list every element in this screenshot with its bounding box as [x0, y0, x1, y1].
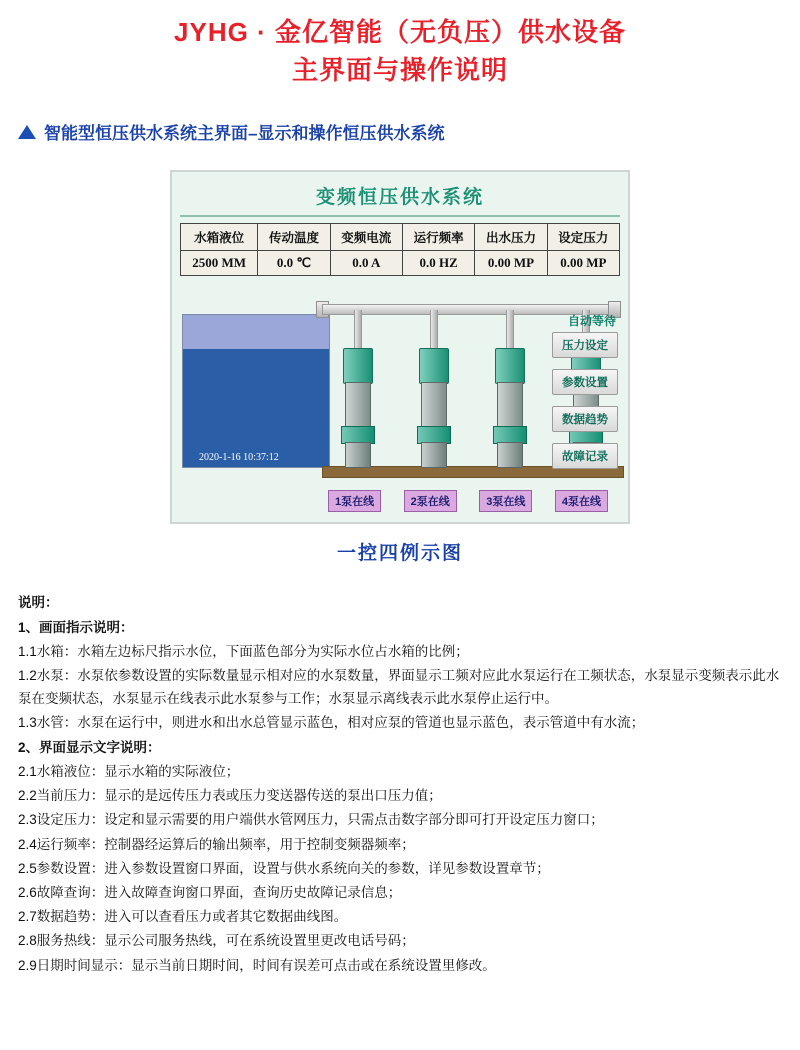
explanation-item: 2.2当前压力：显示的是远传压力表或压力变送器传送的泵出口压力值；	[18, 788, 442, 804]
explanation-item: 2.4运行频率：控制器经运算后的输出频率，用于控制变频器频率；	[18, 836, 415, 852]
parameter-setting-button[interactable]: 参数设置	[552, 369, 618, 395]
table-header-row	[181, 224, 620, 251]
system-status-text: 自动等待	[567, 314, 616, 329]
pump-3-status-tag[interactable]: 3泵在线	[479, 490, 532, 512]
pump-foot	[345, 442, 371, 468]
explanation-item: 1.3水管：水泵在运行中，则进水和出水总管显示蓝色，相对应泵的管道也显示蓝色，表示管道中有水流；	[18, 715, 645, 731]
explanation-item: 1.1水箱：水箱左边标尺指示水位，下面蓝色部分为实际水位占水箱的比例；	[18, 643, 469, 659]
explanation-item: 2.5参数设置：进入参数设置窗口界面，设置与供水系统向关的参数，详见参数设置章节；	[18, 860, 550, 876]
explanation-item: 2.3设定压力：设定和显示需要的用户端供水管网压力，只需点击数字部分即可打开设定压力窗口；	[18, 812, 604, 828]
figure-caption: 一控四例示图	[336, 543, 463, 565]
explanation-group-heading-1: 1、画面指示说明：	[18, 619, 134, 635]
triangle-bullet-icon	[18, 125, 36, 139]
pump-2-status-tag[interactable]: 2泵在线	[404, 490, 457, 512]
section-heading	[18, 119, 800, 144]
explanation-group-heading-2: 2、界面显示文字说明：	[18, 739, 161, 755]
table-value-row	[181, 251, 620, 276]
explanation-item: 2.1水箱液位：显示水箱的实际液位；	[18, 763, 240, 779]
explanation-item: 2.6故障查询：进入故障查询窗口界面，查询历史故障记录信息；	[18, 885, 402, 900]
datetime-display[interactable]: 2020-1-16 10:37:12	[199, 452, 279, 464]
hmi-figure	[170, 170, 630, 565]
table-header-cell: 出水压力	[475, 224, 547, 251]
hmi-data-table	[180, 223, 620, 276]
hmi-side-button-group	[552, 332, 618, 480]
value-current[interactable]: 0.0 A	[330, 251, 402, 276]
explanation-title: 说明：	[18, 595, 59, 611]
fault-record-button[interactable]: 故障记录	[552, 443, 618, 469]
explanation-item: 2.9日期时间显示：显示当前日期时间，时间有误差可点击或在系统设置里修改。	[18, 957, 496, 973]
pump-motor	[495, 348, 525, 384]
pump-status-tag-group	[328, 490, 608, 512]
explanation-item: 2.8服务热线：显示公司服务热线，可在系统设置里更改电话号码；	[18, 933, 415, 949]
pump-motor	[343, 348, 373, 384]
pump-body	[497, 382, 523, 428]
table-header-cell: 变频电流	[330, 224, 402, 251]
value-set-pressure[interactable]: 0.00 MP	[547, 251, 619, 276]
hmi-graphic-area	[180, 280, 620, 512]
page-title-line2: 主界面与操作说明	[291, 54, 508, 85]
table-header-cell: 传动温度	[258, 224, 330, 251]
pump-1-status-tag[interactable]: 1泵在线	[328, 490, 381, 512]
pump-foot	[497, 442, 523, 468]
table-header-cell: 设定压力	[547, 224, 619, 251]
value-water-level[interactable]: 2500 MM	[181, 251, 258, 276]
explanation-item: 2.7数据趋势：进入可以查看压力或者其它数据曲线图。	[18, 909, 348, 925]
pump-body	[345, 382, 371, 428]
hmi-panel	[170, 170, 630, 524]
page-title	[0, 14, 800, 89]
table-header-cell: 水箱液位	[181, 224, 258, 251]
table-header-cell: 运行频率	[402, 224, 474, 251]
value-temperature[interactable]: 0.0 ℃	[258, 251, 330, 276]
page-title-line1: JYHG · 金亿智能（无负压）供水设备	[174, 17, 626, 47]
pump-motor	[419, 348, 449, 384]
tank-air-space	[183, 315, 329, 349]
pump-foot	[421, 442, 447, 468]
section-heading-label: 智能型恒压供水系统主界面–显示和操作恒压供水系统	[44, 124, 445, 144]
value-frequency[interactable]: 0.0 HZ	[402, 251, 474, 276]
hmi-screen-title: 变频恒压供水系统	[180, 178, 620, 217]
pump-4-status-tag[interactable]: 4泵在线	[555, 490, 608, 512]
value-outlet-pressure[interactable]: 0.00 MP	[475, 251, 547, 276]
explanation-section	[18, 591, 782, 977]
water-tank	[182, 314, 330, 468]
pump-body	[421, 382, 447, 428]
pressure-setting-button[interactable]: 压力设定	[552, 332, 618, 358]
data-trend-button[interactable]: 数据趋势	[552, 406, 618, 432]
explanation-item: 1.2水泵：水泵依参数设置的实际数量显示相对应的水泵数量，界面显示工频对应此水泵运行在工频状态，水泵显示变频表示此水泵在变频状态，水泵显示在线表示此水泵参与工作；水泵显示离线表示此水泵停止运行中。	[18, 668, 780, 707]
